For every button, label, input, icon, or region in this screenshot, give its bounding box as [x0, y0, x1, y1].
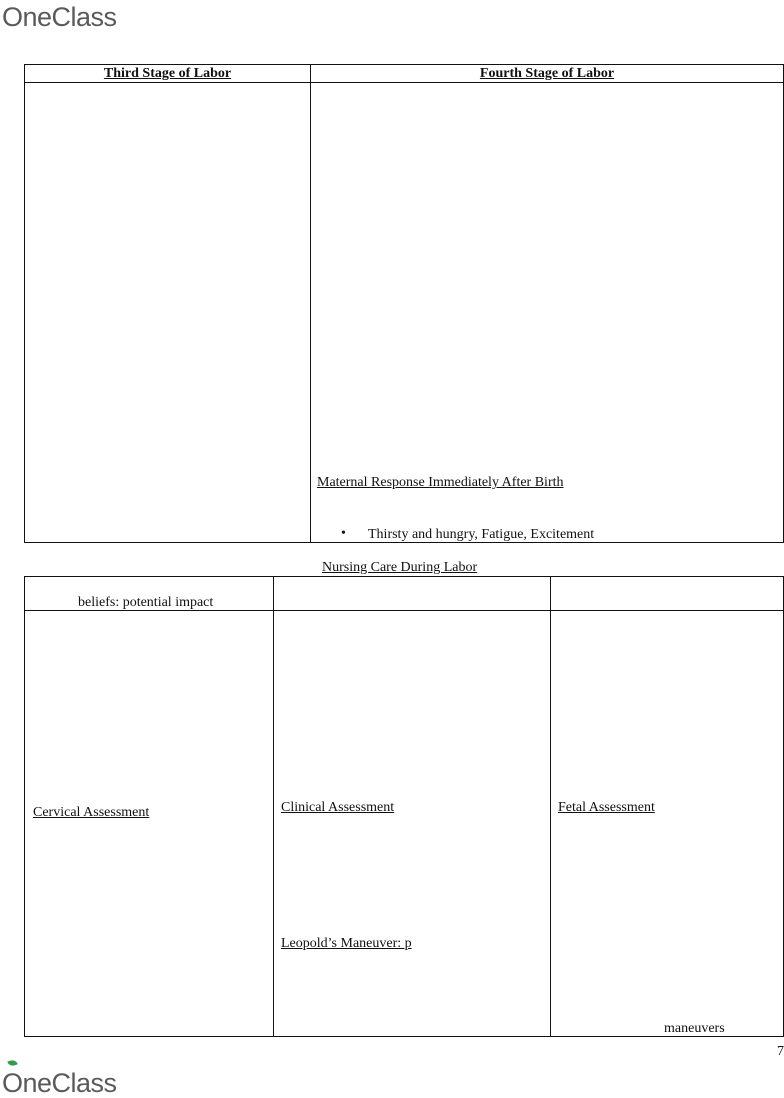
clinical-assessment-heading: Clinical Assessment [281, 800, 395, 815]
beliefs-text: beliefs: potential impact [78, 595, 214, 610]
stages-table [24, 64, 784, 543]
cervical-assessment-heading: Cervical Assessment [33, 805, 150, 820]
bullet-icon: • [341, 526, 346, 541]
nursing-column-divider-1 [273, 577, 274, 1036]
fourth-stage-header: Fourth Stage of Labor [479, 66, 615, 81]
maternal-response-item: Thirsty and hungry, Fatigue, Excitement [368, 527, 595, 542]
maneuvers-text: maneuvers [664, 1021, 725, 1036]
third-stage-header: Third Stage of Labor [103, 66, 232, 81]
fetal-assessment-heading: Fetal Assessment [558, 800, 655, 815]
maternal-response-heading: Maternal Response Immediately After Birth [317, 475, 564, 490]
nursing-column-divider-2 [550, 577, 551, 1036]
oneclass-logo-bottom [2, 1068, 117, 1098]
leopolds-maneuver-heading: Leopold’s Maneuver: p [281, 936, 412, 951]
stages-header-divider [25, 82, 783, 83]
leaf-icon [7, 1059, 18, 1068]
nursing-care-table [24, 576, 784, 1037]
logo-text: neClass [22, 2, 117, 32]
nursing-care-title: Nursing Care During Labor [322, 560, 478, 575]
page-number: 7 [777, 1044, 784, 1059]
logo-o: O [2, 2, 23, 32]
oneclass-logo-top [2, 2, 117, 32]
stages-column-divider [310, 65, 311, 542]
logo-text: neClass [22, 1068, 117, 1098]
logo-o: O [2, 1068, 23, 1098]
